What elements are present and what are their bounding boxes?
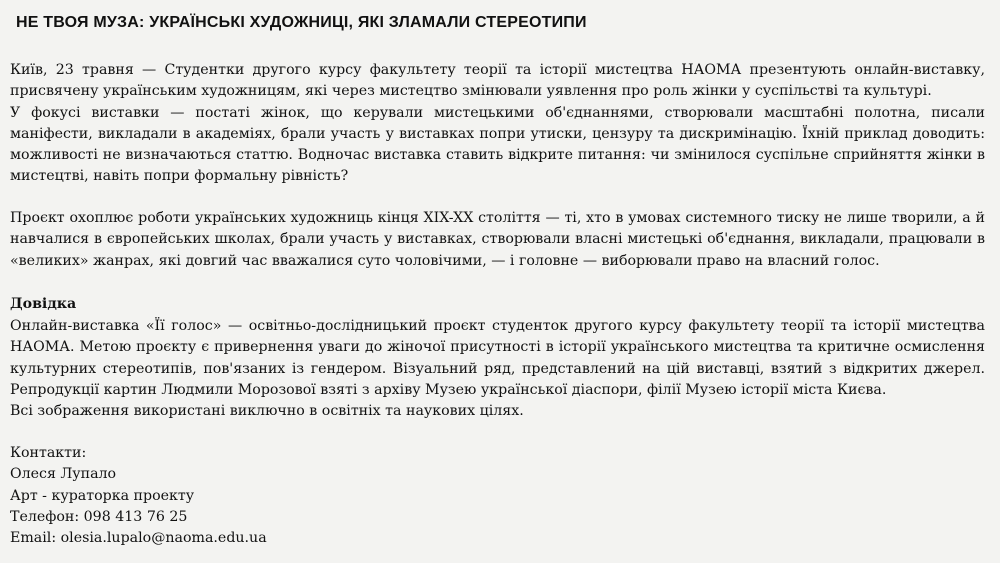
intro-paragraph-line: Київ, 23 травня — Студентки другого курсу факультету теорії та історії мистецтва НАОМА презентують онлайн-виставку, присвячену українським художницям, які через мистецтво змінювали уявлення про роль жінки у суспільстві та культурі. [10,62,985,100]
contact-email: Email: olesia.lupalo@naoma.edu.ua [10,530,267,547]
contacts-block [10,443,267,549]
contacts-heading: Контакти: [10,445,87,461]
reference-paragraph [10,316,985,422]
project-paragraph: Проєкт охоплює роботи українських художниць кінця XIX-XX століття — ті, хто в умовах системного тиску не лише творили, а й навчалися в європейських школах, брали участь у виставках, створювали власні мистецькі об'єднання, викладали, працювали в «великих» жанрах, які довгий час вважалися суто чоловічими, — і головне — виборювали право на власний голос. [10,210,985,269]
intro-paragraph-line: У фокусі виставки — постаті жінок, що керували мистецькими об'єднаннями, створювали масштабні полотна, писали маніфести, викладали в академіях, брали участь у виставках попри утиски, цензуру та дискримінацію. Їхній приклад доводить: можливості не визначаються статтю. Водночас виставка ставить відкрите питання: чи змінилося суспільне сприйняття жінки в мистецтві, навіть попри формальну рівність? [10,104,985,185]
contact-phone: Телефон: 098 413 76 25 [10,508,188,525]
reference-paragraph-line: Всі зображення використані виключно в освітніх та наукових цілях. [10,403,524,420]
document-title: НЕ ТВОЯ МУЗА: УКРАЇНСЬКІ ХУДОЖНИЦІ, ЯКІ ЗЛАМАЛИ СТЕРЕОТИПИ [16,14,587,31]
reference-paragraph-line: Онлайн-виставка «Її голос» — освітньо-дослідницький проєкт студенток другого курсу факультету теорії та історії мистецтва НАОМА. Метою проєкту є привернення уваги до жіночої присутності в історії українського мистецтва та критичне осмислення культурних стереотипів, пов'язаних із гендером. Візуальний ряд, представлений на цій виставці, взятий з відкритих джерел. Репродукції картин Людмили Морозової взяті з архіву Музею української діаспори, філії Музею історії міста Києва. [10,318,985,398]
contact-role: Арт - кураторка проекту [10,487,195,504]
contact-name: Олеся Лупало [10,466,117,483]
reference-heading: Довідка [10,296,77,312]
intro-paragraph [10,60,985,188]
